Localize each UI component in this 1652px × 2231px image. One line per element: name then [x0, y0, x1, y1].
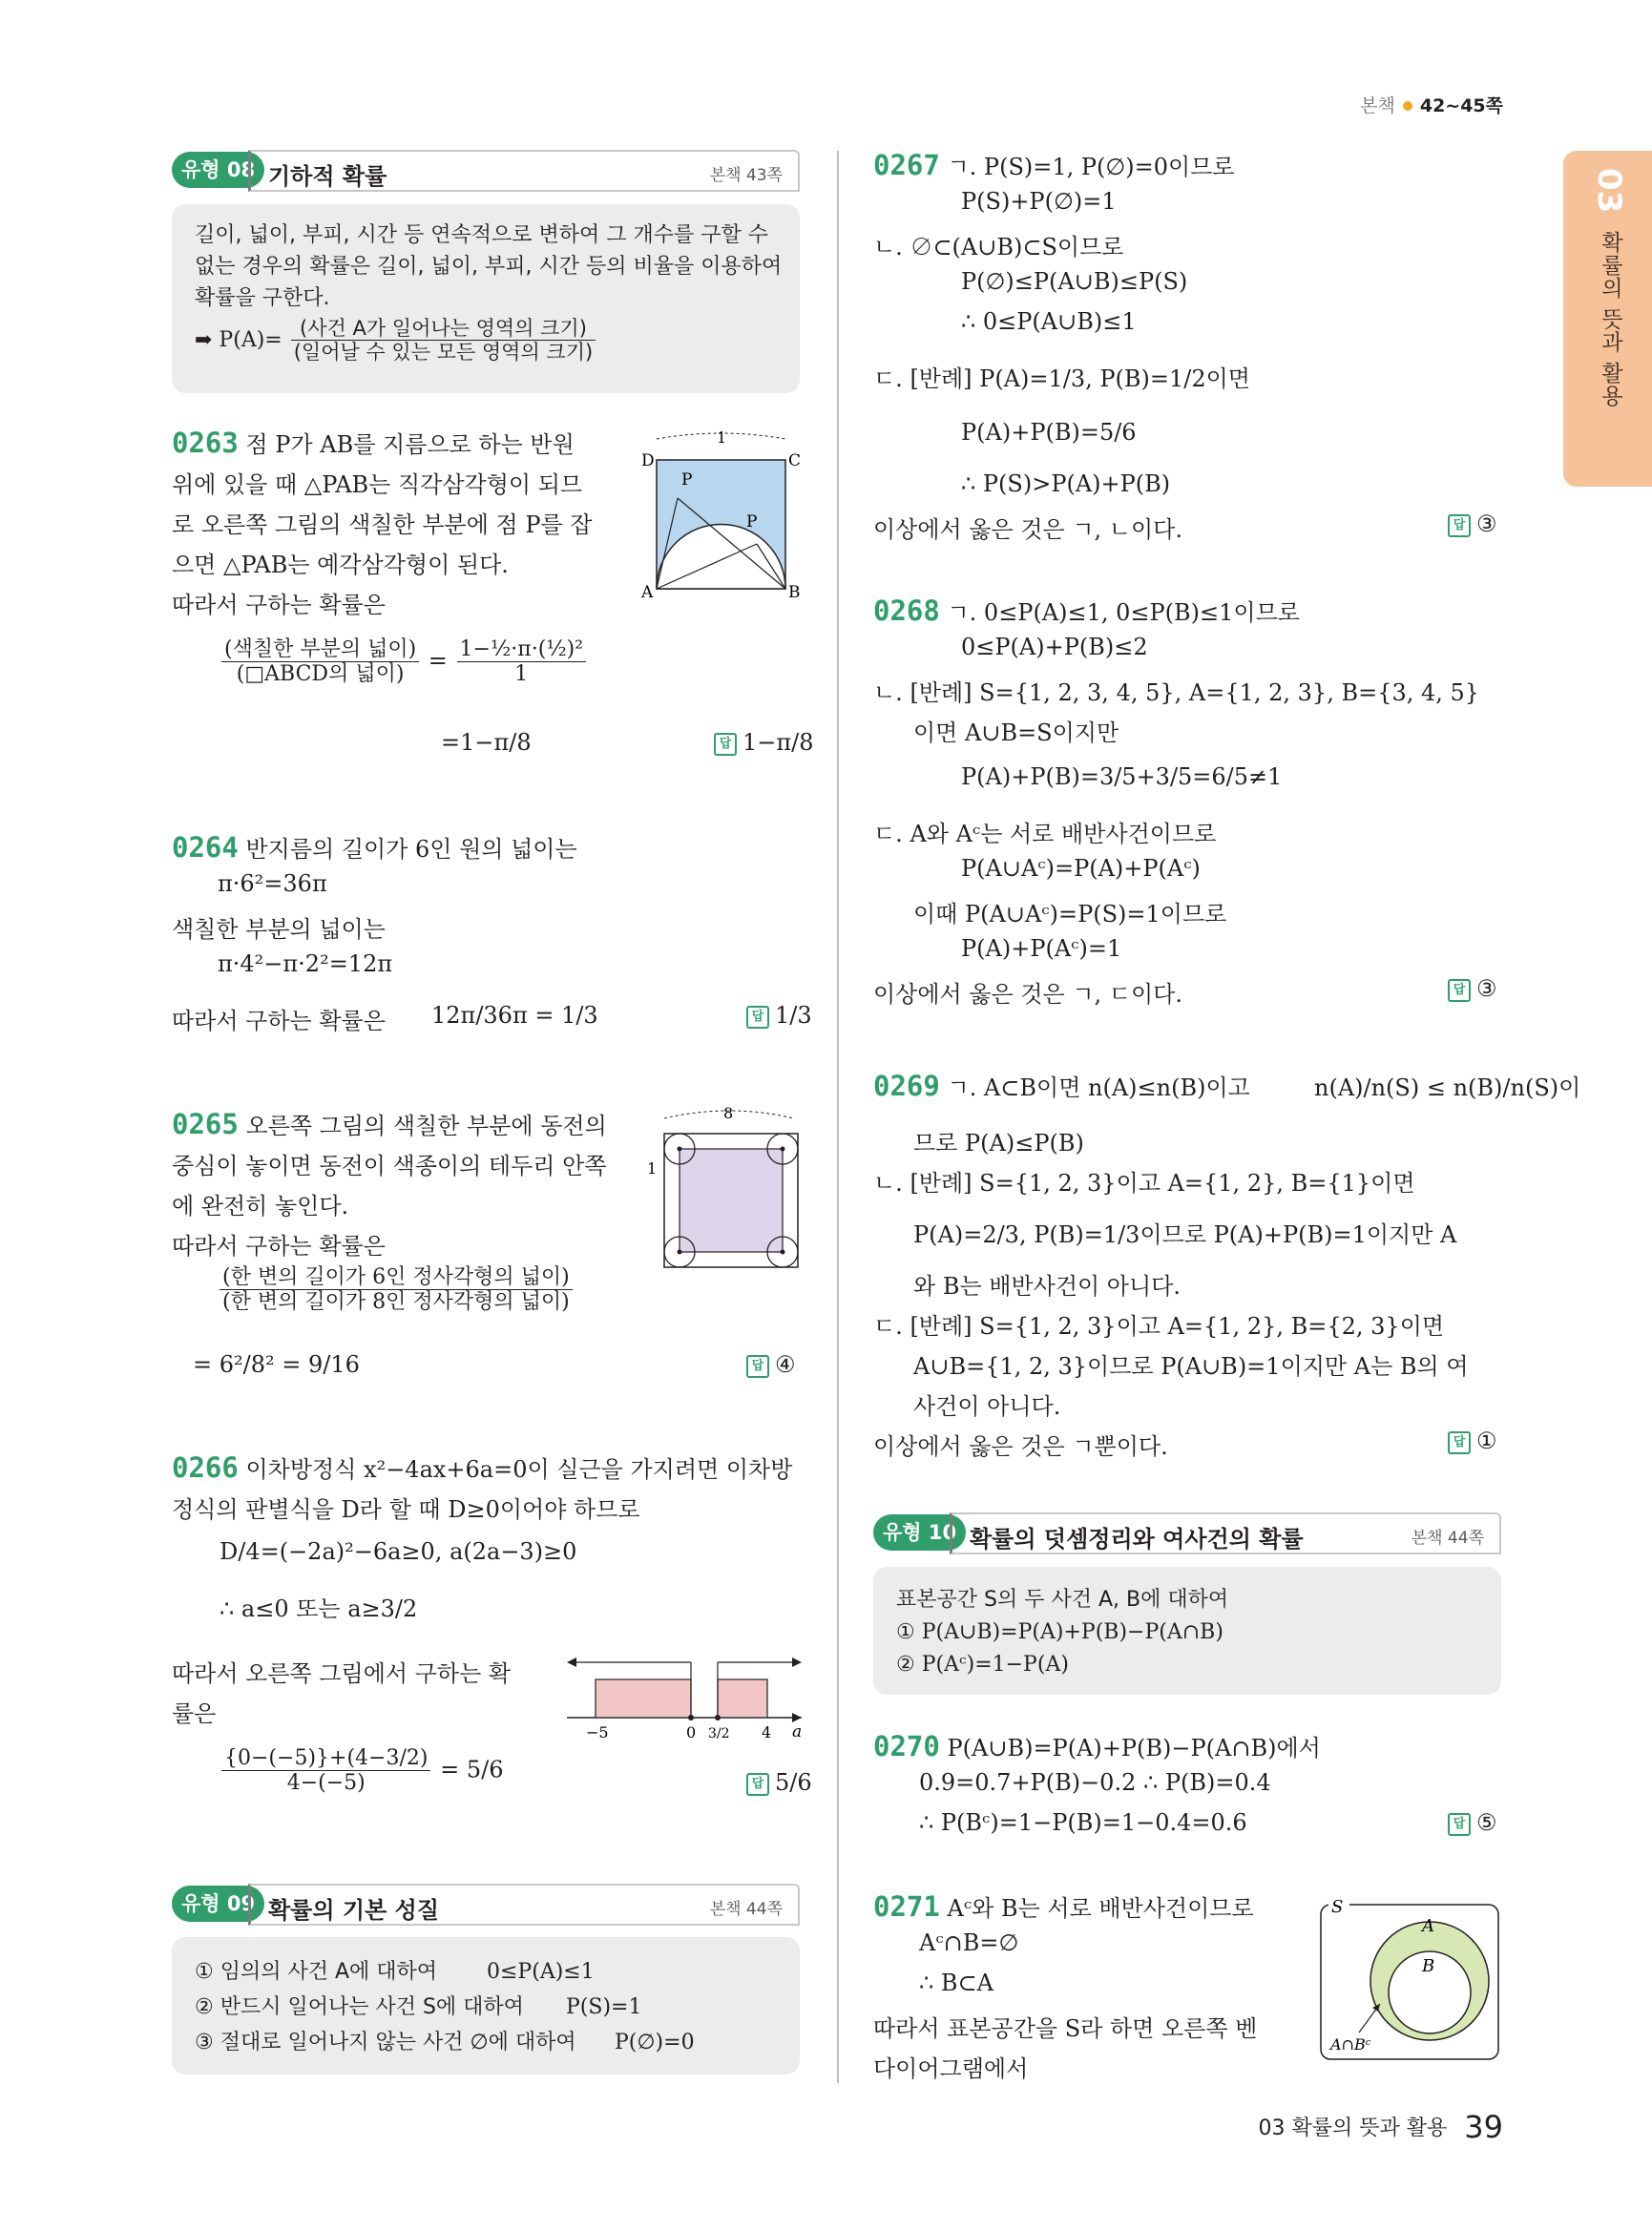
problem-number: 0266 [172, 1451, 239, 1484]
type-title: 확률의 덧셈정리와 여사건의 확률 [970, 1526, 1304, 1553]
text-line: P(A)=2/3, P(B)=1/3이므로 P(A)+P(B)=1이지만 A [913, 1221, 1457, 1248]
text-line: 정식의 판별식을 D라 할 때 D≥0이어야 하므로 [172, 1496, 640, 1523]
figure-0263-semicircle-square [638, 429, 805, 601]
text-line: Aᶜ와 B는 서로 배반사건이므로 [947, 1895, 1254, 1922]
text-line: ㄴ. [반례] S={1, 2, 3}이고 A={1, 2}, B={1}이면 [873, 1170, 1415, 1197]
property-item: ② 반드시 일어나는 사건 S에 대하여 [195, 1995, 524, 2019]
text-line: 따라서 구하는 확률은 [172, 1008, 386, 1034]
text-line: 점 P가 AB를 지름으로 하는 반원 [245, 431, 575, 458]
text-line: ㄱ. 0≤P(A)≤1, 0≤P(B)≤1이므로 [947, 599, 1300, 626]
property-item: ③ 절대로 일어나지 않는 사건 ∅에 대하여 [195, 2031, 576, 2054]
type-10-heading [873, 1512, 1501, 1554]
text-line: 이차방정식 x²−4ax+6a=0이 실근을 가지려면 이차방 [245, 1456, 793, 1483]
text-line: 이상에서 옳은 것은 ㄱ뿐이다. [873, 1433, 1168, 1460]
answer-value: 5/6 [775, 1769, 812, 1796]
type-badge: 유형 08 [172, 152, 264, 188]
text-line: ∴ P(Bᶜ)=1−P(B)=1−0.4=0.6 [919, 1809, 1247, 1836]
probability-expression [220, 1746, 503, 1796]
text-line: 와 B는 배반사건이 아니다. [913, 1273, 1181, 1300]
answer-value: ④ [775, 1351, 796, 1378]
text-line: ㄷ. [반례] S={1, 2, 3}이고 A={1, 2}, B={2, 3}이면 [873, 1313, 1445, 1340]
type-title-box [248, 150, 800, 192]
type-08-summary-box [172, 204, 800, 393]
figure-0271-venn-diagram [1317, 1897, 1503, 2064]
text-line: 이면 A∪B=S이지만 [913, 719, 1119, 746]
text-line: 률은 [172, 1700, 217, 1727]
calc-line: 12π/36π = 1/3 [431, 1002, 598, 1029]
answer [714, 729, 814, 756]
text-line: 반지름의 길이가 6인 원의 넓이는 [245, 836, 577, 863]
fraction-denominator: 1 [514, 662, 529, 687]
text-line: 중심이 놓이면 동전이 색종이의 테두리 안쪽 [172, 1153, 607, 1179]
theorem-item: ① P(A∪B)=P(A)+P(B)−P(A∩B) [896, 1620, 1223, 1644]
type-title: 확률의 기본 성질 [268, 1897, 439, 1924]
fraction-numerator: (한 변의 길이가 6인 정사각형의 넓이) [220, 1265, 573, 1290]
text-line: 므로 P(A)≤P(B) [913, 1130, 1084, 1157]
fraction-denominator: (한 변의 길이가 8인 정사각형의 넓이) [222, 1290, 570, 1315]
text-line: 이때 P(A∪Aᶜ)=P(S)=1이므로 [913, 901, 1227, 928]
property-formula: P(S)=1 [566, 1995, 642, 2019]
summary-line: 없는 경우의 확률은 길이, 넓이, 부피, 시간 등의 비율을 이용하여 [195, 255, 783, 279]
text-line: P(A∪Aᶜ)=P(A)+P(Aᶜ) [961, 855, 1201, 882]
summary-formula [195, 317, 597, 364]
answer-icon: 답 [1448, 514, 1471, 537]
text-line: 위에 있을 때 △PAB는 직각삼각형이 되므 [172, 471, 583, 498]
text-line: 0≤P(A)+P(B)≤2 [961, 634, 1148, 660]
fig-label-d: D [641, 451, 655, 470]
type-title-box [950, 1512, 1501, 1554]
tick-label: −5 [586, 1723, 609, 1741]
theorem-item: ② P(Aᶜ)=1−P(A) [896, 1653, 1069, 1677]
interval-right [718, 1679, 767, 1718]
answer-value: ③ [1476, 975, 1497, 1002]
answer-value: 1/3 [775, 1002, 812, 1029]
answer-value: ① [1476, 1428, 1497, 1454]
text-line: ㄷ. A와 Aᶜ는 서로 배반사건이므로 [873, 821, 1217, 847]
chapter-side-tab [1563, 151, 1652, 487]
header-dot-icon [1403, 101, 1412, 111]
type-ref: 본책 44쪽 [1411, 1529, 1484, 1548]
answer-icon: 답 [1448, 1431, 1471, 1454]
fraction-numerator: (사건 A가 일어나는 영역의 크기) [291, 317, 596, 341]
text-line: 으면 △PAB는 예각삼각형이 된다. [172, 552, 509, 578]
probability-expression [218, 1265, 575, 1315]
text-line: A∪B={1, 2, 3}이므로 P(A∪B)=1이지만 A는 B의 여 [913, 1353, 1469, 1380]
summary-line: 길이, 넓이, 부피, 시간 등 연속적으로 변하여 그 개수를 구할 수 [195, 223, 768, 247]
text-line: 로 오른쪽 그림의 색칠한 부분에 점 P를 잡 [172, 511, 593, 538]
header-range: 42~45쪽 [1419, 95, 1503, 116]
fig-label-b: B [788, 583, 801, 601]
type-10-summary-box [873, 1567, 1501, 1695]
interval-left [596, 1679, 691, 1718]
fig-label-p: P [681, 470, 693, 490]
type-badge: 유형 09 [172, 1886, 264, 1922]
text-line: P(A)+P(Aᶜ)=1 [961, 935, 1122, 962]
text-line: ∴ B⊂A [919, 1970, 993, 1996]
axis-label: a [792, 1722, 803, 1741]
text-line: ㄷ. [반례] P(A)=1/3, P(B)=1/2이면 [873, 365, 1250, 392]
fig-label-top: 8 [723, 1105, 734, 1122]
probability-expression: $\frac{\text{(색칠한 부분의 넓이)}}{\text{(□ABCD의 넓이)}}$ = $\frac{\text{1−½·π·(½)²}}{1}$ [220, 637, 588, 687]
property-formula: 0≤P(A)≤1 [487, 1960, 595, 1984]
problem-number: 0271 [873, 1890, 940, 1923]
text-line: 이상에서 옳은 것은 ㄱ, ㄴ이다. [873, 516, 1182, 543]
fig-label-c: C [788, 451, 802, 470]
fraction-result: = 5/6 [440, 1756, 504, 1783]
problem-number: 0264 [172, 831, 239, 864]
fraction-denominator: (일어날 수 있는 모든 영역의 크기) [293, 341, 594, 365]
figure-0265-coin-square [641, 1105, 804, 1275]
shaded-square [680, 1149, 783, 1252]
page-number: 39 [1464, 2109, 1503, 2145]
fig-label-a-cap-bc: A∩Bᶜ [1330, 2035, 1371, 2054]
text-line: 따라서 구하는 확률은 [172, 1233, 386, 1260]
text-line: n(A)/n(S) ≤ n(B)/n(S)이 [1314, 1074, 1581, 1101]
text-line: P(A)+P(B)=5/6 [961, 419, 1137, 446]
text-line: Aᶜ∩B=∅ [919, 1929, 1019, 1956]
fraction-denominator: 4−(−5) [286, 1771, 366, 1796]
fig-label-s: S [1331, 1897, 1344, 1917]
answer-value: 1−π/8 [742, 729, 814, 756]
text-line: 0.9=0.7+P(B)−0.2 ∴ P(B)=0.4 [919, 1769, 1271, 1796]
answer [1448, 975, 1497, 1002]
page-header [1360, 92, 1503, 117]
problem-number: 0268 [873, 594, 940, 627]
tick-label: 0 [686, 1723, 697, 1741]
text-line: P(A∪B)=P(A)+P(B)−P(A∩B)에서 [947, 1735, 1321, 1762]
answer-icon: 답 [746, 1355, 769, 1378]
fig-label-a: A [1422, 1916, 1434, 1936]
formula-lhs: ➡ P(A)= [195, 328, 282, 353]
summary-line: 확률을 구한다. [195, 286, 330, 310]
text-line: π·4²−π·2²=12π [218, 950, 393, 977]
answer [1448, 1809, 1497, 1836]
property-formula: P(∅)=0 [615, 2031, 695, 2054]
text-line: P(A)+P(B)=3/5+3/5=6/5≠1 [961, 763, 1283, 790]
column-divider [837, 151, 839, 2083]
tick-label: 3/2 [708, 1726, 730, 1741]
footer-chapter: 03 확률의 뜻과 활용 [1258, 2116, 1448, 2140]
chapter-title: 확률의 뜻과 활용 [1598, 231, 1622, 407]
type-ref: 본책 43쪽 [709, 166, 783, 185]
fraction-numerator: {0−(−5)}+(4−3/2) [221, 1746, 430, 1771]
answer-icon: 답 [746, 1773, 769, 1796]
problem-number: 0267 [873, 149, 940, 181]
result-line: =1−π/8 [441, 729, 532, 756]
answer-value: ⑤ [1476, 1809, 1497, 1836]
text-line: ㄴ. ∅⊂(A∪B)⊂S이므로 [873, 234, 1124, 261]
formula-fraction [291, 317, 596, 364]
text-line: 따라서 표본공간을 S라 하면 오른쪽 벤 [873, 2015, 1258, 2042]
answer [1448, 1428, 1497, 1454]
type-09-heading [172, 1884, 800, 1926]
problem-number: 0270 [873, 1730, 940, 1762]
text-line: ∴ a≤0 또는 a≥3/2 [220, 1595, 418, 1622]
answer-value: ③ [1476, 511, 1497, 537]
page-footer [1259, 2109, 1503, 2145]
answer [1448, 511, 1497, 537]
text-line: 에 완전히 놓인다. [172, 1193, 349, 1220]
theorem-intro: 표본공간 S의 두 사건 A, B에 대하여 [896, 1588, 1229, 1612]
text-line: ㄱ. P(S)=1, P(∅)=0이므로 [947, 154, 1235, 180]
fig-label-b: B [1422, 1956, 1435, 1976]
answer [746, 1769, 812, 1796]
text-line: 사건이 아니다. [913, 1393, 1061, 1420]
answer [746, 1002, 812, 1029]
type-08-heading [172, 150, 800, 192]
chapter-number: 03 [1590, 168, 1628, 214]
text-line: ㄱ. A⊂B이면 n(A)≤n(B)이고 [947, 1074, 1250, 1101]
text-line: 색칠한 부분의 넓이는 [172, 916, 386, 943]
answer [746, 1351, 796, 1378]
answer-icon: 답 [1448, 1813, 1471, 1836]
type-09-summary-box [172, 1937, 800, 2075]
fig-label-top: 1 [717, 429, 727, 447]
problem-number: 0263 [172, 427, 239, 459]
text-line: P(∅)≤P(A∪B)≤P(S) [961, 268, 1188, 295]
text-line: 다이어그램에서 [873, 2055, 1029, 2082]
answer-icon: 답 [746, 1006, 769, 1029]
text-line: D/4=(−2a)²−6a≥0, a(2a−3)≥0 [220, 1538, 577, 1565]
answer-icon: 답 [1448, 979, 1471, 1002]
text-line: 오른쪽 그림의 색칠한 부분에 동전의 [245, 1113, 607, 1139]
tick-label: 4 [762, 1723, 772, 1741]
problem-number: 0265 [172, 1108, 239, 1140]
figure-0266-number-line [559, 1641, 809, 1746]
fig-label-side: 1 [647, 1159, 658, 1178]
fraction-numerator: (색칠한 부분의 넓이) [221, 637, 419, 662]
text-line: ∴ P(S)>P(A)+P(B) [961, 470, 1171, 497]
text-line: ㄴ. [반례] S={1, 2, 3, 4, 5}, A={1, 2, 3}, B={3, 4, 5} [873, 679, 1480, 706]
type-badge: 유형 10 [873, 1514, 966, 1551]
fraction-denominator: (□ABCD의 넓이) [236, 662, 405, 687]
text-line: ∴ 0≤P(A∪B)≤1 [961, 308, 1137, 335]
text-line: π·6²=36π [218, 870, 327, 897]
text-line: 따라서 구하는 확률은 [172, 592, 386, 618]
type-ref: 본책 44쪽 [709, 1900, 783, 1919]
result-line: = 6²/8² = 9/16 [193, 1351, 360, 1378]
property-item: ① 임의의 사건 A에 대하여 [195, 1960, 438, 1984]
fig-label-a: A [641, 583, 654, 601]
answer-icon: 답 [714, 733, 737, 756]
text-line: P(S)+P(∅)=1 [961, 188, 1117, 215]
type-title-box [248, 1884, 800, 1926]
fig-label-p: P [746, 512, 758, 532]
text-line: 따라서 오른쪽 그림에서 구하는 확 [172, 1660, 512, 1687]
fraction-numerator: 1−½·π·(½)² [457, 637, 587, 662]
header-prefix: 본책 [1360, 95, 1395, 116]
type-title: 기하적 확률 [268, 163, 387, 190]
text-line: 이상에서 옳은 것은 ㄱ, ㄷ이다. [873, 981, 1182, 1008]
problem-number: 0269 [873, 1070, 940, 1102]
